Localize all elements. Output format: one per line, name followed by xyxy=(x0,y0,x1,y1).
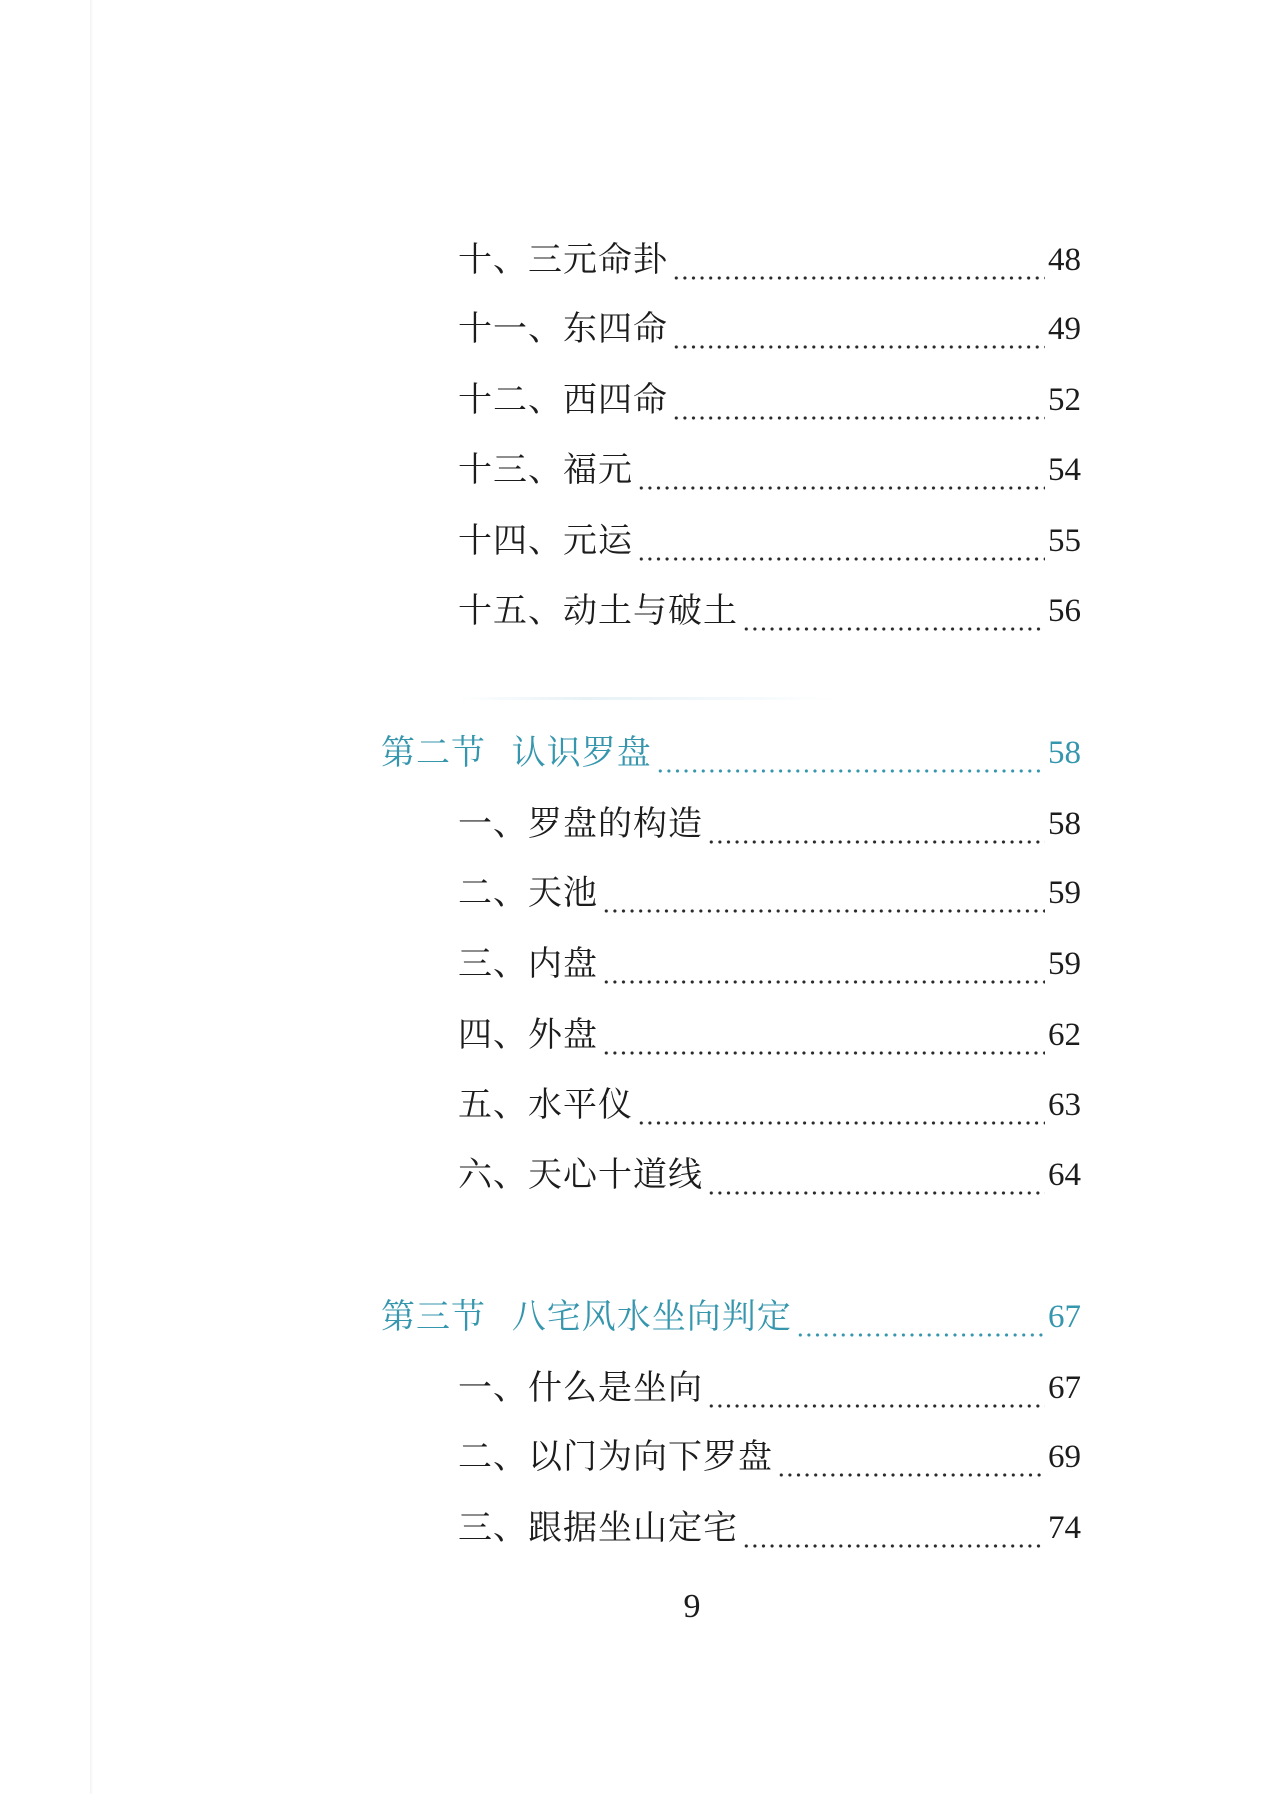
toc-entry-page: 54 xyxy=(1048,452,1081,488)
toc-entry-page: 58 xyxy=(1048,806,1081,842)
toc-entry-page: 59 xyxy=(1048,875,1081,911)
dot-leader xyxy=(742,1520,1045,1550)
dot-leader xyxy=(602,885,1045,915)
toc-entry-label: 十二、西四命 xyxy=(458,380,668,420)
toc-entry-label: 四、外盘 xyxy=(458,1015,598,1055)
toc-entry-page: 59 xyxy=(1048,946,1081,982)
toc-section-heading xyxy=(381,731,1081,775)
dot-leader xyxy=(656,745,1045,775)
toc-entry-page: 63 xyxy=(1048,1087,1081,1123)
toc-entry-label: 十、三元命卦 xyxy=(458,240,668,280)
section-title: 第三节 八宅风水坐向判定 xyxy=(381,1297,792,1337)
toc-entry xyxy=(458,1013,1081,1057)
toc-section-heading xyxy=(381,1295,1081,1339)
toc-entry-label: 十五、动土与破土 xyxy=(458,591,738,631)
dot-leader xyxy=(637,1097,1045,1127)
toc-entry-label: 十一、东四命 xyxy=(458,309,668,349)
toc-entry-label: 十四、元运 xyxy=(458,521,633,561)
toc-entry-label: 十三、福元 xyxy=(458,450,633,490)
toc-entry-page: 62 xyxy=(1048,1017,1081,1053)
toc-entry-label: 三、内盘 xyxy=(458,944,598,984)
dot-leader xyxy=(637,462,1045,492)
toc-entry xyxy=(458,1366,1081,1410)
dot-leader xyxy=(742,603,1045,633)
toc-entry xyxy=(458,1083,1081,1127)
toc-entry-page: 74 xyxy=(1048,1510,1081,1546)
toc-entry-label: 一、什么是坐向 xyxy=(458,1368,703,1408)
toc-entry-label: 一、罗盘的构造 xyxy=(458,804,703,844)
toc-entry-page: 52 xyxy=(1048,382,1081,418)
dot-leader xyxy=(707,1380,1045,1410)
toc-entry-label: 五、水平仪 xyxy=(458,1085,633,1125)
toc-entry xyxy=(458,1153,1081,1197)
dot-leader xyxy=(672,252,1045,282)
toc-entry-page: 49 xyxy=(1048,311,1081,347)
toc-entry xyxy=(458,448,1081,492)
page-number: 9 xyxy=(683,1588,701,1625)
page-edge-shadow xyxy=(90,0,93,1794)
dot-leader xyxy=(707,816,1045,846)
toc-entry xyxy=(458,802,1081,846)
toc-entry xyxy=(458,942,1081,986)
toc-entry-page: 48 xyxy=(1048,242,1081,278)
scan-artifact xyxy=(458,697,836,700)
toc-entry xyxy=(458,378,1081,422)
dot-leader xyxy=(672,392,1045,422)
toc-entry-page: 64 xyxy=(1048,1157,1081,1193)
toc-entry xyxy=(458,589,1081,633)
dot-leader xyxy=(777,1449,1045,1479)
dot-leader xyxy=(707,1167,1045,1197)
dot-leader xyxy=(796,1309,1045,1339)
toc-entry xyxy=(458,871,1081,915)
toc-entry-label: 二、以门为向下罗盘 xyxy=(458,1437,773,1477)
dot-leader xyxy=(602,1027,1045,1057)
section-page: 58 xyxy=(1048,735,1081,771)
toc-entry-page: 69 xyxy=(1048,1439,1081,1475)
toc-entry-label: 三、跟据坐山定宅 xyxy=(458,1508,738,1548)
toc-entry xyxy=(458,519,1081,563)
toc-entry-page: 55 xyxy=(1048,523,1081,559)
dot-leader xyxy=(637,533,1045,563)
toc-entry xyxy=(458,1435,1081,1479)
toc-entry-page: 56 xyxy=(1048,593,1081,629)
toc-entry-page: 67 xyxy=(1048,1370,1081,1406)
toc-entry-label: 二、天池 xyxy=(458,873,598,913)
toc-entry xyxy=(458,1506,1081,1550)
toc-entry xyxy=(458,238,1081,282)
toc-entry xyxy=(458,307,1081,351)
toc-entry-label: 六、天心十道线 xyxy=(458,1155,703,1195)
dot-leader xyxy=(602,956,1045,986)
section-title: 第二节 认识罗盘 xyxy=(381,733,652,773)
section-page: 67 xyxy=(1048,1299,1081,1335)
dot-leader xyxy=(672,321,1045,351)
